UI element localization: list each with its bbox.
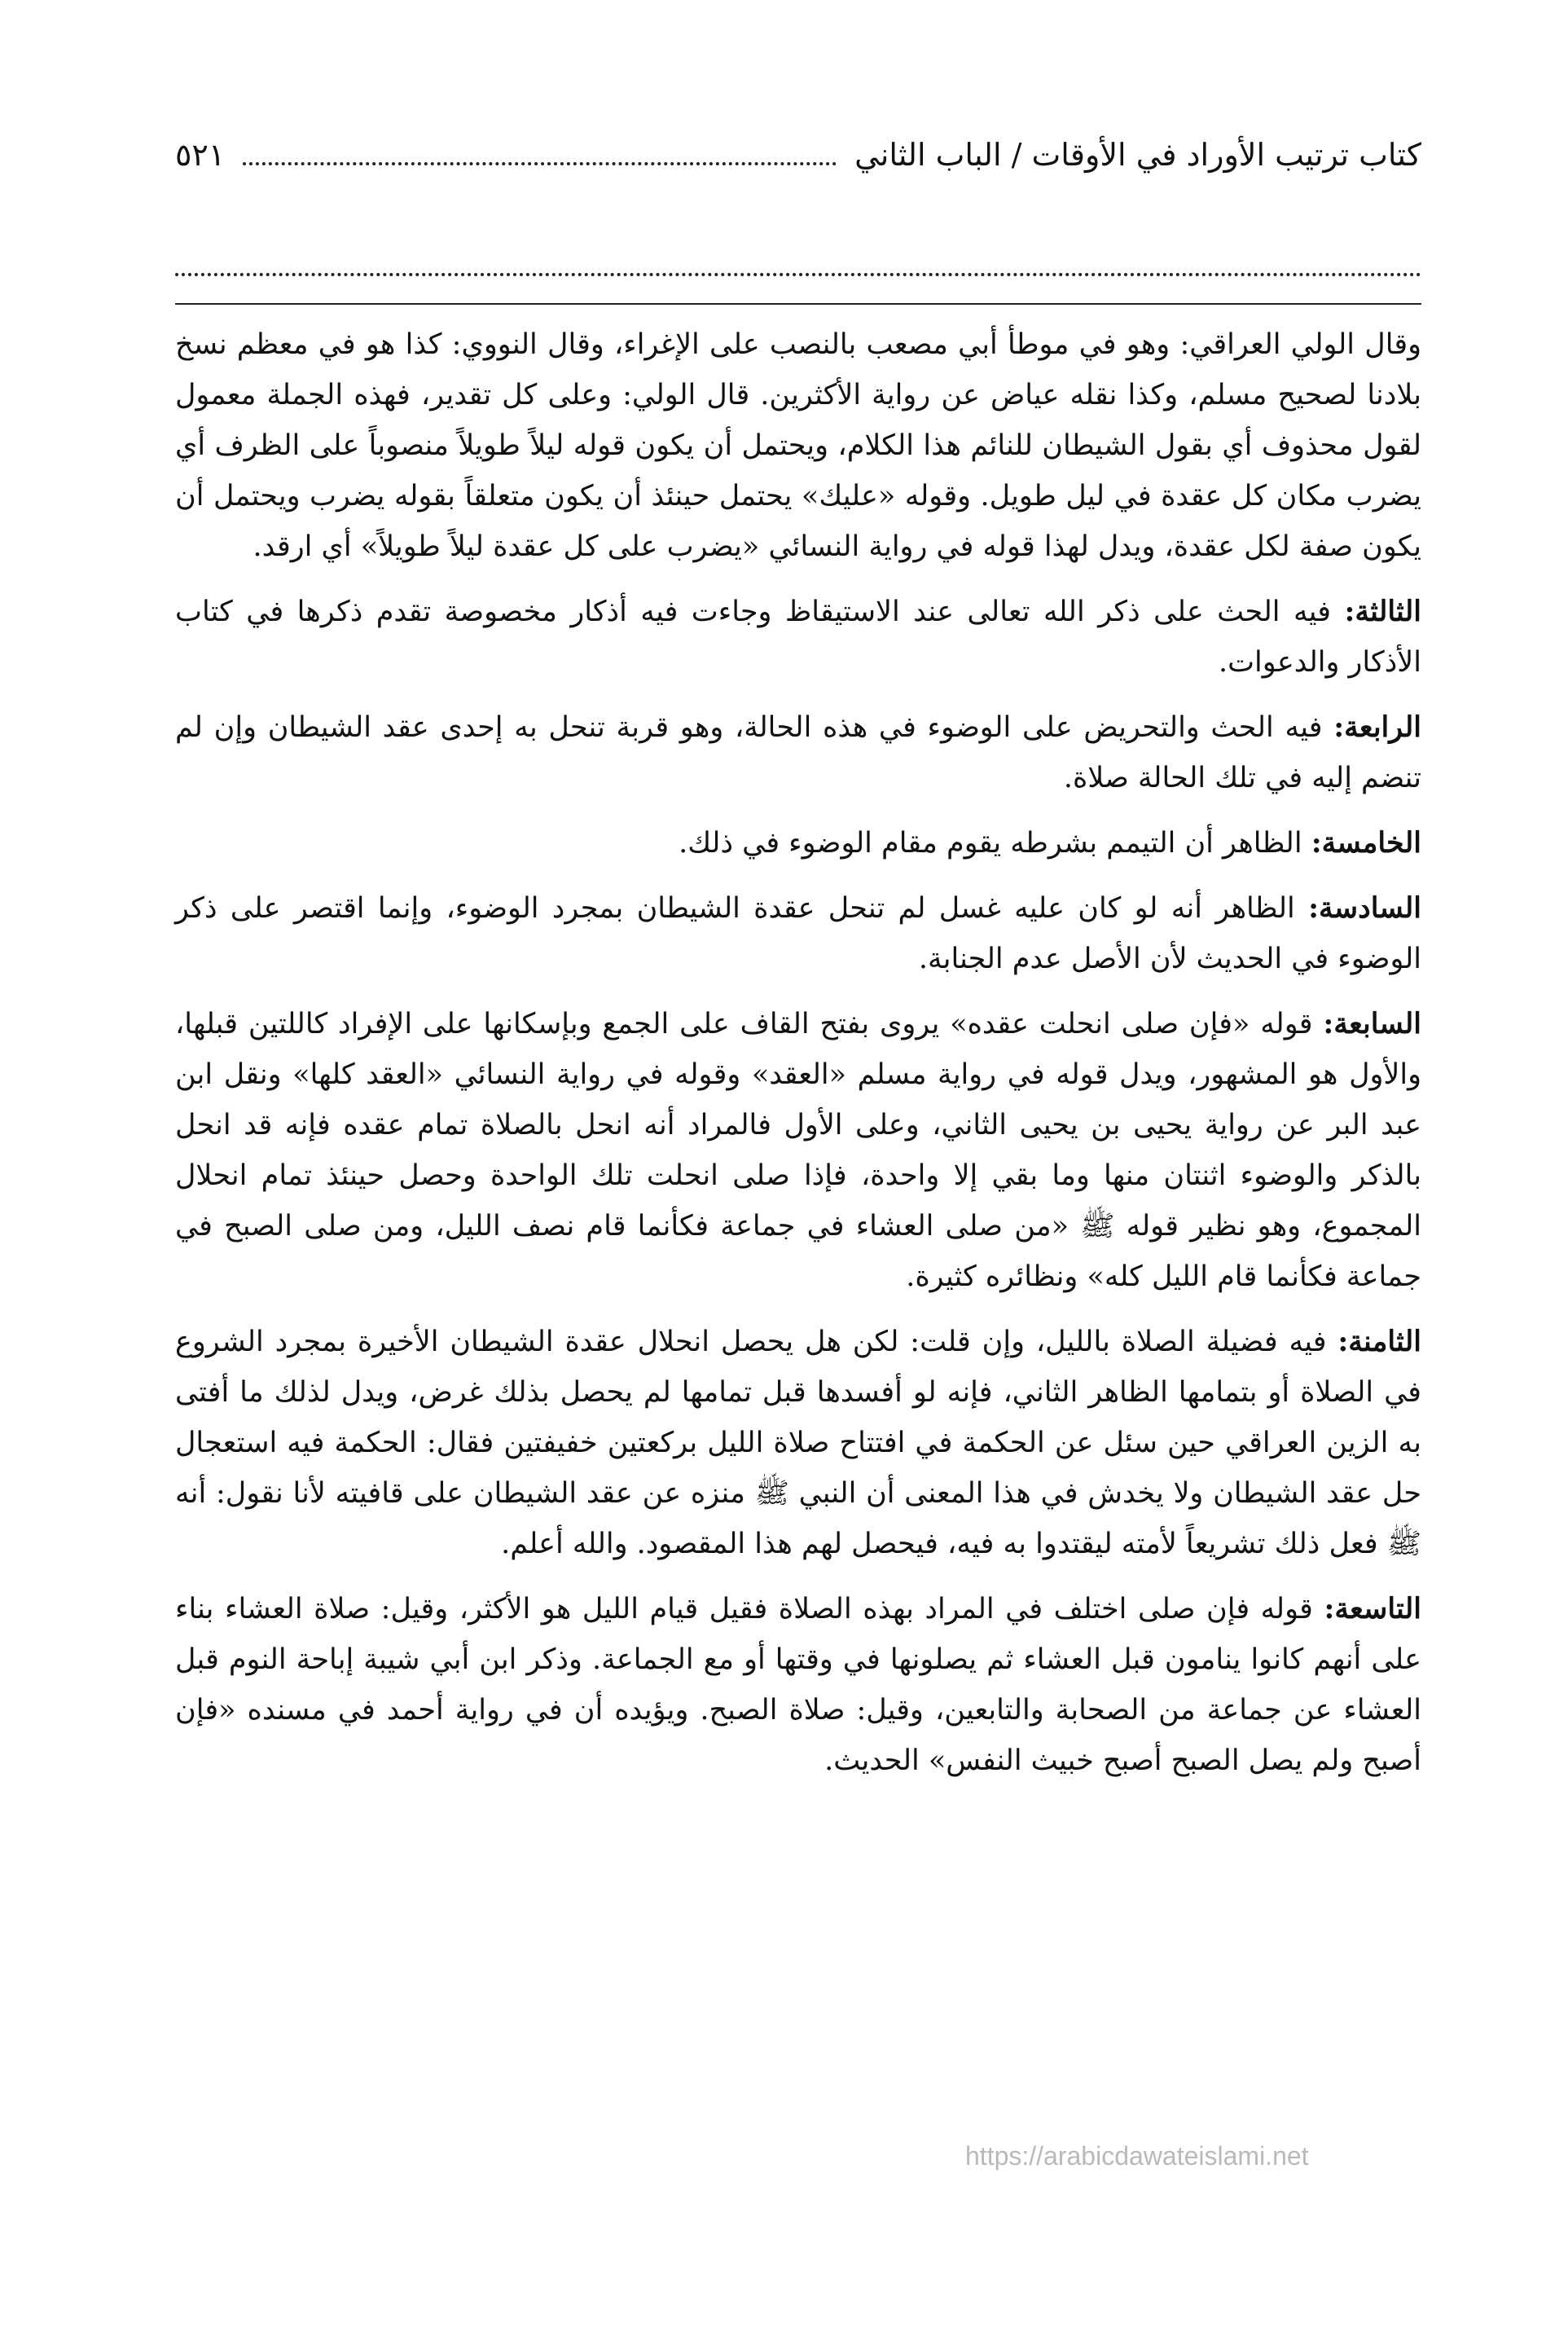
header-dot-leader <box>243 144 837 165</box>
paragraph-lead: الرابعة: <box>1333 710 1421 744</box>
paragraph-text: قوله «فإن صلى انحلت عقده» يروى بفتح القاف على الجمع وبإسكانها على الإفراد كاللتين قبلها، والأول هو المشهور، ويدل قوله في رواية مسلم «العقد» وقوله في رواية النسائي «العقد كلها» ونقل ابن عبد البر عن رواية يحيى بن يحيى الثاني، وعلى الأول فالمراد أنه انحل بالصلاة تمام عقده فإنه قد انحل بالذكر والوضوء اثنتان منها وما بقي إلا واحدة، فإذا صلى انحلت تلك الواحدة وحصل حينئذ تمام انحلال المجموع، وهو نظير قوله ﷺ «من صلى العشاء في جماعة فكأنما قام نصف الليل، ومن صلى الصبح في جماعة فكأنما قام الليل كله» ونظائره كثيرة. <box>175 1008 1421 1293</box>
paragraph-lead: الثامنة: <box>1337 1325 1421 1358</box>
paragraph <box>175 587 1421 688</box>
paragraph-text: فيه الحث على ذكر الله تعالى عند الاستيقاظ وجاءت فيه أذكار مخصوصة تقدم ذكرها في كتاب الأذكار والدعوات. <box>175 596 1421 679</box>
paragraph-text: وقال الولي العراقي: وهو في موطأ أبي مصعب بالنصب على الإغراء، وقال النووي: كذا هو في معظم نسخ بلادنا لصحيح مسلم، وكذا نقله عياض عن رواية الأكثرين. قال الولي: وعلى كل تقدير، فهذه الجملة معمول لقول محذوف أي بقول الشيطان للنائم هذا الكلام، ويحتمل أن يكون قوله ليلاً طويلاً منصوباً على الظرف أي يضرب مكان كل عقدة في ليل طويل. وقوله «عليك» يحتمل حينئذ أن يكون متعلقاً بقوله يضرب ويحتمل أن يكون صفة لكل عقدة، ويدل لهذا قوله في رواية النسائي «يضرب على كل عقدة ليلاً طويلاً» أي ارقد. <box>175 328 1421 563</box>
body-text <box>175 319 1421 1801</box>
paragraph <box>175 702 1421 803</box>
paragraph <box>175 1584 1421 1786</box>
paragraph <box>175 818 1421 869</box>
dotted-divider <box>175 273 1421 276</box>
running-header <box>175 130 1421 179</box>
paragraph <box>175 1317 1421 1569</box>
paragraph-text: قوله فإن صلى اختلف في المراد بهذه الصلاة فقيل قيام الليل هو الأكثر، وقيل: صلاة العشاء بناء على أنهم كانوا ينامون قبل العشاء ثم يصلونها في وقتها أو مع الجماعة. وذكر ابن أبي شيبة إباحة النوم قبل العشاء عن جماعة من الصحابة والتابعين، وقيل: صلاة الصبح. ويؤيده أن في رواية أحمد في مسنده «فإن أصبح ولم يصل الصبح أصبح خبيث النفس» الحديث. <box>175 1593 1421 1777</box>
paragraph-lead: السادسة: <box>1308 891 1421 925</box>
paragraph <box>175 319 1421 572</box>
paragraph-text: فيه فضيلة الصلاة بالليل، وإن قلت: لكن هل يحصل انحلال عقدة الشيطان الأخيرة بمجرد الشروع في الصلاة أو بتمامها الظاهر الثاني، فإنه لو أفسدها قبل تمامها لم يحصل بذلك غرض، ويدل لذلك ما أفتى به الزين العراقي حين سئل عن الحكمة في افتتاح صلاة الليل بركعتين خفيفتين فقال: الحكمة فيه استعجال حل عقد الشيطان ولا يخدش في هذا المعنى أن النبي ﷺ منزه عن عقد الشيطان على قافيته لأنا نقول: أنه ﷺ فعل ذلك تشريعاً لأمته ليقتدوا به فيه، فيحصل لهم هذا المقصود. والله أعلم. <box>175 1326 1421 1560</box>
paragraph-lead: التاسعة: <box>1324 1592 1421 1625</box>
paragraph <box>175 999 1421 1302</box>
watermark-url: https://arabicdawateislami.net <box>965 2141 1309 2171</box>
paragraph-text: الظاهر أنه لو كان عليه غسل لم تنحل عقدة الشيطان بمجرد الوضوء، وإنما اقتصر على ذكر الوضوء في الحديث لأن الأصل عدم الجنابة. <box>175 892 1421 975</box>
page-number: ٥٢١ <box>175 137 226 173</box>
paragraph-lead: الخامسة: <box>1311 826 1421 860</box>
paragraph-lead: السابعة: <box>1323 1007 1421 1040</box>
solid-divider <box>175 303 1421 305</box>
paragraph-text: فيه الحث والتحريض على الوضوء في هذه الحالة، وهو قربة تنحل به إحدى عقد الشيطان وإن لم تنضم إليه في تلك الحالة صلاة. <box>175 711 1421 794</box>
header-title: كتاب ترتيب الأوراد في الأوقات / الباب الثاني <box>854 137 1421 173</box>
paragraph-lead: الثالثة: <box>1344 595 1421 628</box>
paragraph-text: الظاهر أن التيمم بشرطه يقوم مقام الوضوء في ذلك. <box>679 827 1302 860</box>
paragraph <box>175 883 1421 984</box>
